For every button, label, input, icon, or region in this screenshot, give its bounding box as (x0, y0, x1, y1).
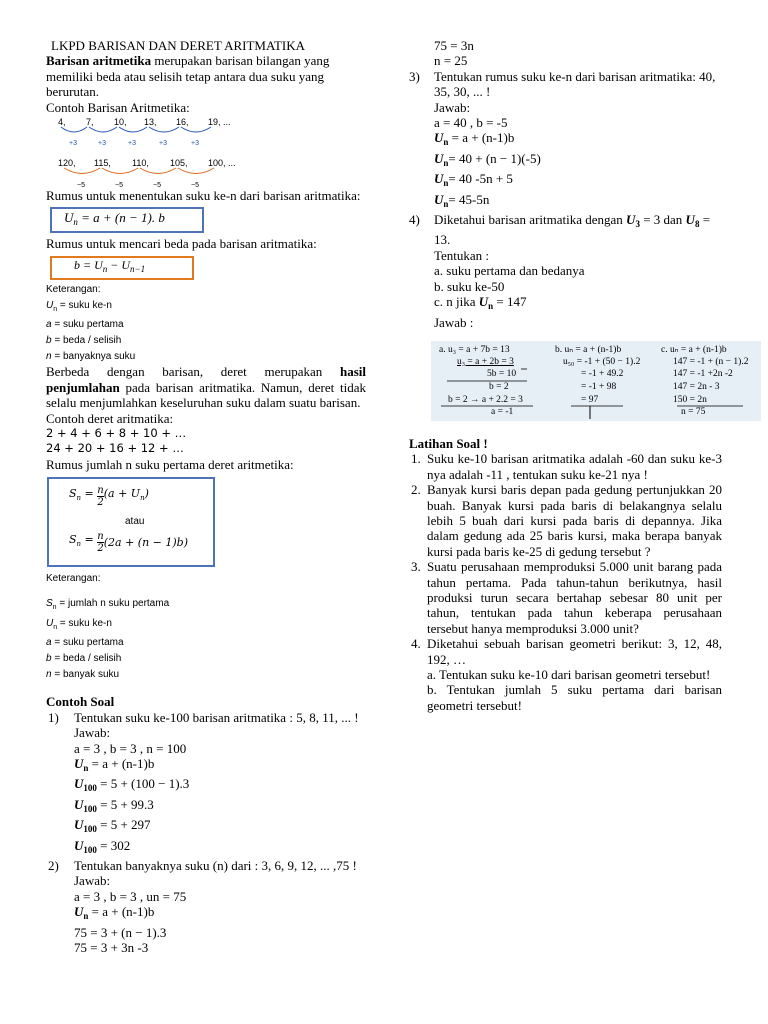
table-cell: = 97 (581, 394, 599, 405)
soal-number: 4) (409, 212, 420, 228)
answer-line: $U_n = a + (n-1)b$ (74, 756, 155, 774)
soal-question: Tentukan suku ke-100 barisan aritmatika : 5, 8, 11, ... ! (74, 709, 359, 725)
answer-line: $U_{100} = 302$ (74, 837, 131, 855)
table-cell: 147 = -1 +2n -2 (673, 368, 733, 379)
soal-number: 1) (48, 709, 59, 725)
jawab-label: Jawab : (434, 314, 474, 330)
keterangan-item: b = beda / selisih (46, 334, 122, 346)
deret-paragraph: Berbeda dengan barisan, deret merupakan hasil penjumlahan pada barisan aritmatika. Namun, deret tidak selalu menjumlahkan keseluruhan suku dalam suatu barisan. (46, 364, 366, 411)
seq1-term: 19, ... (208, 117, 231, 128)
right-column (409, 38, 749, 713)
seq1-diff: +3 (98, 140, 106, 148)
seq2-term: 115, (94, 158, 111, 169)
contoh-deret-label: Contoh deret aritmatika: (46, 410, 174, 426)
seq2-term: 110, (132, 158, 149, 169)
rumus-beda-formula: $b = U_n - U_{n-1}$ (74, 258, 146, 275)
rumus-suku-box (50, 207, 204, 233)
table-cell: = -1 + 49.2 (581, 368, 624, 379)
seq2-diff: −5 (153, 182, 161, 190)
rumus-beda-box (50, 256, 194, 280)
seq1-arcs (58, 125, 258, 145)
latihan-text: Banyak kursi baris depan pada gedung pertunjukkan 20 buah. Banyak kursi pada baris di belakangnya selalu lebih 5 buah dari kursi pada baris di depannya. Jika dalam gedung ada 25 baris kursi, maka berapa banyak kursi pada baris ke-25 di gedung tersebut ? (427, 482, 722, 559)
latihan-text: Suatu perusahaan memproduksi 5.000 unit barang pada tahun pertama. Pada tahun-tahun berikutnya, hasil produksi turun secara bertahap sebesar 80 unit per tahun, tentukan pada tahun keberapa perusahaan tersebut hanya memproduksi 3.000 unit? (427, 559, 722, 636)
jawab-label: Jawab: (74, 873, 111, 889)
seq2-diff: −5 (191, 182, 199, 190)
latihan-number: 1. (411, 451, 421, 467)
soal-number: 3) (409, 68, 420, 84)
answer-line: a = 3 , b = 3 , un = 75 (74, 888, 187, 904)
seq2-diff: −5 (115, 182, 123, 190)
page-title: LKPD BARISAN DAN DERET ARITMATIKA (51, 38, 305, 53)
answer-line: 75 = 3 + (n − 1).3 (74, 924, 167, 940)
soal-number: 2) (48, 858, 59, 874)
answer-line: $U_{100} = 5 + 99.3$ (74, 796, 154, 814)
rumus-jumlah-label: Rumus jumlah n suku pertama deret aritmetika: (46, 456, 294, 472)
seq2-term: 105, (170, 158, 188, 169)
keterangan-item: a = suku pertama (46, 637, 124, 649)
contoh-barisan-label: Contoh Barisan Aritmetika: (46, 99, 190, 115)
answer-line: a = 40 , b = -5 (434, 115, 508, 131)
soal-question: Tentukan rumus suku ke-n dari barisan aritmatika: 40, 35, 30, ... ! (434, 68, 716, 100)
jawab-label: Jawab: (434, 99, 471, 115)
seq1-term: 7, (86, 117, 94, 128)
keterangan-item: $U_n$ = suku ke-n (46, 299, 112, 313)
answer-line: $U_n= 40 + (n - 1)(-5)$ (434, 150, 541, 168)
sub-question: a. suku pertama dan bedanya (434, 263, 585, 279)
contoh-soal-1 (48, 710, 366, 858)
latihan-number: 2. (411, 482, 421, 498)
sn-atau: atau (125, 516, 145, 528)
latihan-item (411, 482, 722, 559)
latihan-number: 4. (411, 636, 421, 652)
rumus-suku-label: Rumus untuk menentukan suku ke-n dari barisan aritmatika: (46, 188, 361, 204)
answer-line: $U_n= 40$ -5n + 5 (434, 171, 513, 189)
seq1-diff: +3 (69, 140, 77, 148)
soal-question: Diketahui barisan aritmatika dengan $U_3 = 3$ dan $U_8 = 13$. (434, 212, 711, 248)
keterangan-1 (46, 282, 366, 365)
deret-example-1: 2 + 4 + 6 + 8 + 10 + … (46, 425, 187, 440)
table-cell: b. uₙ = a + (n-1)b (555, 344, 622, 355)
sequence-diagram (58, 115, 258, 193)
table-cell: = -1 + 98 (581, 381, 617, 392)
table-cell: c. uₙ = a + (n-1)b (661, 344, 727, 355)
seq2-term: 100, ... (208, 158, 236, 169)
keterangan-2 (46, 571, 366, 682)
answer-line: 75 = 3 + 3n -3 (74, 940, 149, 956)
keterangan-title: Keterangan: (46, 283, 101, 295)
latihan-text: Suku ke-10 barisan aritmatika adalah -60 dan suku ke-3 nya adalah -11 , tentukan suku ke-21 nya ! (427, 451, 722, 482)
soal-question: Tentukan banyaknya suku (n) dari : 3, 6, 9, 12, ... ,75 ! (74, 858, 357, 874)
keterangan-item: $S_n$ = jumlah n suku pertama (46, 597, 170, 611)
seq1-term: 4, (58, 117, 66, 128)
keterangan-item: a = suku pertama (46, 319, 124, 331)
table-cell: a = -1 (491, 406, 514, 417)
table-cell: u₅₀ = -1 + (50 − 1).2 (563, 356, 641, 367)
sub-question: b. suku ke-50 (434, 278, 505, 294)
latihan-title: Latihan Soal ! (409, 435, 488, 451)
seq1-term: 13, (144, 117, 157, 128)
seq2-diff: −5 (77, 182, 85, 190)
answer-line: $U_{100} = 5 + (100 - 1).3$ (74, 776, 190, 794)
answer-table-image (431, 341, 761, 421)
rumus-suku-formula: $U_n = a + (n - 1)$. b (64, 210, 165, 228)
table-cell: b = 2 (489, 381, 509, 392)
tentukan-label: Tentukan : (434, 247, 490, 263)
jawab-label: Jawab: (74, 725, 111, 741)
table-cell: 5b = 10 (487, 368, 517, 379)
left-column (46, 38, 366, 956)
seq1-term: 10, (114, 117, 127, 128)
contoh-soal-2 (48, 858, 366, 955)
table-cell: u₃ = a + 2b = 3 (457, 356, 514, 367)
latihan-number: 3. (411, 559, 421, 575)
definition-term: Barisan aritmetika (46, 53, 152, 69)
keterangan-title: Keterangan: (46, 573, 101, 585)
sn-formula-1: $S_n$ = $\frac{n}{2}$ $(a + U_n)$ (69, 485, 149, 509)
table-cell: 147 = -1 + (n − 1).2 (673, 356, 749, 367)
keterangan-item: $U_n$ = suku ke-n (46, 617, 112, 631)
rumus-beda-label: Rumus untuk mencari beda pada barisan aritmatika: (46, 236, 317, 252)
latihan-sub: b. Tentukan jumlah 5 suku pertama dari barisan geometri tersebut! (427, 682, 722, 713)
definition (46, 53, 366, 99)
answer-line: 75 = 3n (434, 38, 474, 53)
seq1-term: 16, (176, 117, 189, 128)
answer-line: n = 25 (434, 53, 468, 69)
latihan-item (411, 451, 722, 482)
answer-line: $U_{100} = 5 + 297$ (74, 817, 151, 835)
seq1-diff: +3 (191, 140, 199, 148)
table-cell: n = 75 (681, 406, 706, 417)
latihan-item (411, 559, 722, 636)
table-cell: b = 2 → a + 2.2 = 3 (448, 394, 523, 405)
seq1-diff: +3 (159, 140, 167, 148)
definition-text: merupakan barisan bilangan yang memiliki beda atau selisih tetap antara dua suku yang berurutan. (46, 53, 330, 100)
rumus-jumlah-box (47, 477, 215, 567)
deret-example-2: 24 + 20 + 16 + 12 + … (46, 441, 184, 456)
latihan-sub: a. Tentukan suku ke-10 dari barisan geometri tersebut! (427, 667, 711, 682)
answer-line: a = 3 , b = 3 , n = 100 (74, 740, 187, 756)
seq2-term: 120, (58, 158, 76, 169)
keterangan-item: n = banyaknya suku (46, 350, 136, 362)
table-cell: a. u₃ = a + 7b = 13 (439, 344, 510, 355)
sub-question: c. n jika $U_n = 147$ (434, 294, 527, 312)
keterangan-item: n = banyak suku (46, 668, 120, 680)
keterangan-item: b = beda / selisih (46, 653, 122, 665)
answer-line: $U_n = a + (n-1)b$ (434, 130, 515, 148)
latihan-item (411, 636, 722, 713)
contoh-soal-title: Contoh Soal (46, 694, 115, 710)
table-cell: 147 = 2n - 3 (673, 381, 720, 392)
seq1-diff: +3 (128, 140, 136, 148)
latihan-text: Diketahui sebuah barisan geometri berikut: 3, 12, 48, 192, … (427, 636, 722, 667)
contoh-soal-4 (409, 212, 722, 330)
answer-line: $U_n = a + (n-1)b$ (74, 904, 155, 922)
table-cell: 150 = 2n (673, 394, 707, 405)
answer-line: $U_n= 45-5n$ (434, 191, 490, 209)
sn-formula-2: $S_n$ = $\frac{n}{2}$ (2a + (n − 1)b) (69, 531, 189, 555)
contoh-soal-3 (409, 69, 722, 212)
